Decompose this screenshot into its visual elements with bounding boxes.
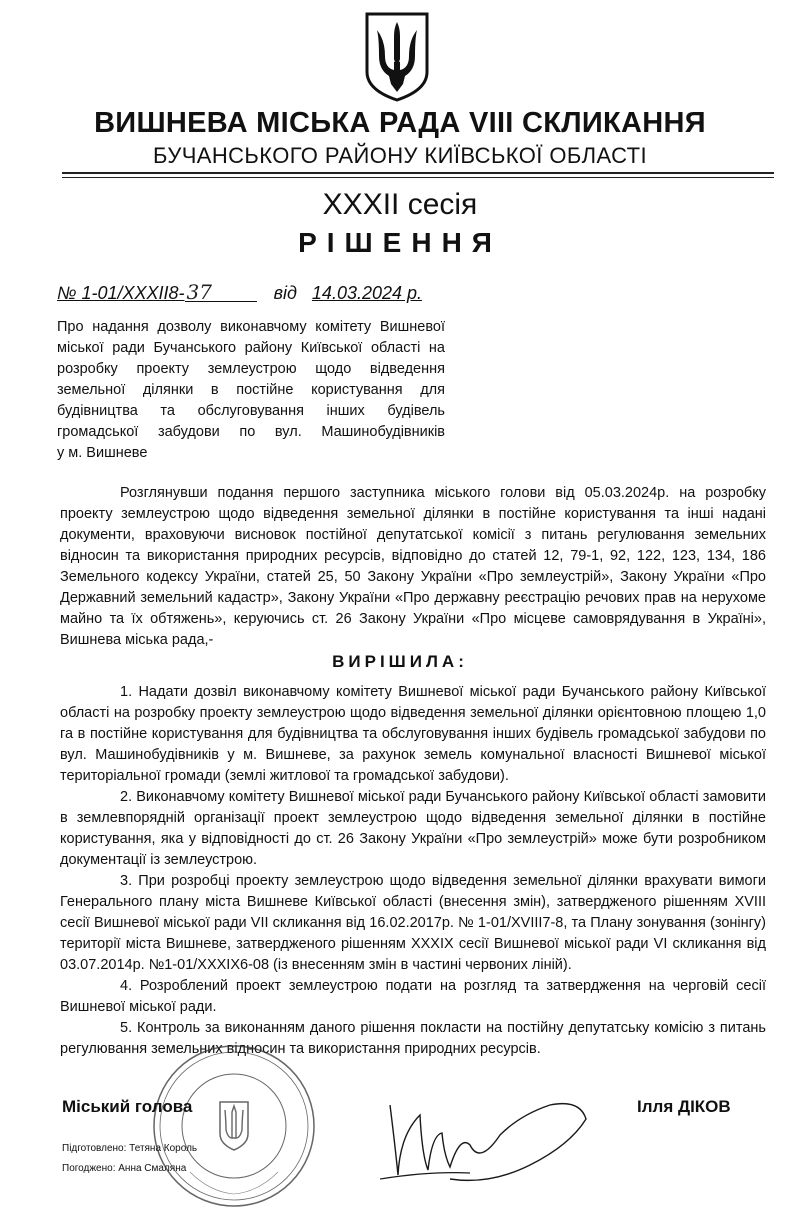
decision-item-4: 4. Розроблений проект землеустрою подати на розгляд та затвердження на черговій сесії Вишневої міської ради. — [60, 978, 766, 1015]
document-number-line — [57, 280, 423, 304]
decision-title: РІШЕННЯ — [298, 227, 502, 258]
subject-line: громадської забудови по вул. Машинобудівників — [57, 424, 445, 440]
header-divider — [62, 172, 774, 174]
decision-items — [60, 682, 766, 1060]
subject-line: розробку проекту землеустрою щодо відведення — [57, 361, 445, 377]
mayor-name: Ілля ДІКОВ — [637, 1097, 731, 1116]
prepared-by: Підготовлено: Тетяна Король — [62, 1143, 198, 1154]
document-number: № 1-01/XXXII8- — [57, 283, 185, 303]
decision-item-3: 3. При розробці проекту землеустрою щодо відведення земельної ділянки врахувати вимоги Генерального плану міста Вишневе Київської області (внесення змін), затвердженого рішенням XVIII сесії Вишневої міської ради VII скликання від 16.02.2017р. № 1-01/XVIII7-8, та Плану зонування (зонінгу) території міста Вишневе, затвердженого рішенням XXXIX сесії Вишневої міської ради VI скликання від 03.07.2014р. №1-01/XXXIX6-08 (із внесенням змін в частині червоних ліній). — [60, 873, 766, 973]
from-word: від — [273, 283, 297, 303]
council-subtitle: БУЧАНСЬКОГО РАЙОНУ КИЇВСЬКОЇ ОБЛАСТІ — [152, 143, 648, 168]
decision-subject — [57, 317, 445, 464]
subject-line: будівництва та обслуговування інших будівель — [57, 403, 445, 419]
approved-by: Погоджено: Анна Смаляна — [62, 1163, 187, 1174]
document-date: 14.03.2024 р. — [311, 283, 423, 303]
decision-item-5: 5. Контроль за виконанням даного рішення покласти на постійну депутатську комісію з питань регулювання земельних відносин та використання природних ресурсів. — [60, 1020, 766, 1057]
subject-line: міської ради Бучанського району Київської області на — [57, 340, 445, 356]
mayor-position: Міський голова — [62, 1097, 193, 1116]
session-title: XXXII сесія — [322, 188, 478, 221]
council-title: ВИШНЕВА МІСЬКА РАДА VIII СКЛИКАННЯ — [94, 107, 706, 139]
document-number-handwritten: 37 — [185, 283, 257, 302]
header-divider-thin — [62, 177, 774, 178]
preamble — [60, 483, 766, 651]
decision-item-1: 1. Надати дозвіл виконавчому комітету Вишневої міської ради Бучанського району Київської області на розробку проекту землеустрою щодо відведення земельної ділянки орієнтовною площею 1,0 га в постійне користування для будівництва та обслуговування інших будівель громадської забудови по вул. Машинобудівників у м. Вишневе, за рахунок земель комунальної власності Вишневої міської територіальної громади (землі житлової та громадської забудови). — [60, 684, 766, 784]
preamble-paragraph: Розглянувши подання першого заступника міського голови від 05.03.2024р. на розробку проекту землеустрою щодо відведення земельної ділянки в постійне користування та інші надані документи, враховуючи висновок постійної депутатської комісії з питань регулювання земельних відносин та використання природних ресурсів, відповідно до статей 12, 79-1, 92, 122, 123, 134, 186 Земельного кодексу України, статей 25, 50 Закону України «Про землеустрій», Закону України «Про Державний земельний кадастр», Закону України «Про державну реєстрацію речових прав на нерухоме майно та їх обтяжень», керуючись ст. 26 Закону України «Про місцеве самоврядування в Україні», Вишнева міська рада,- — [60, 485, 766, 648]
handwritten-signature — [350, 1075, 590, 1195]
subject-line: земельної ділянки в постійне користування для — [57, 382, 445, 398]
official-seal-icon — [150, 1042, 318, 1210]
subject-line: у м. Вишневе — [57, 445, 148, 461]
trident-emblem-icon — [363, 10, 431, 102]
subject-line: Про надання дозволу виконавчому комітету Вишневої — [57, 319, 445, 335]
resolved-heading: ВИРІШИЛА: — [332, 652, 468, 671]
decision-item-2: 2. Виконавчому комітету Вишневої міської ради Бучанського району Київської області замовити в землевпорядній організації проект землеустрою щодо відведення земельної ділянки в постійне користування, яка у відповідності до ст. 26 Закону України «Про землеустрій» може бути розробником документації із землеустрою. — [60, 789, 766, 868]
